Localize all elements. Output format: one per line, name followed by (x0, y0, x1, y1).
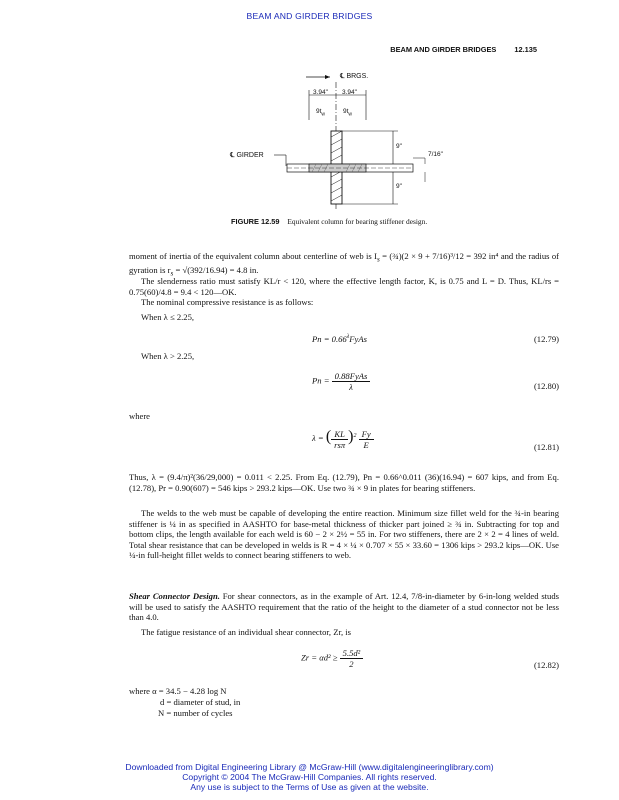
dim-vert-bot: 9" (396, 183, 402, 190)
where-alpha: where α = 34.5 − 4.28 log N (129, 686, 227, 696)
paragraph-welds: The welds to the web must be capable of developing the entire reaction. Minimum size fillet weld for the ¾-in bearing stiffener is ¼ in as specified in AASHTO for base-metal thickness of thicker part joined ≥ ¾ in. Subtracting for top and bottom clips, the length available for each weld is 60 − 2 × 2½ = 55 in. For two stiffeners, there are 2 × 2 = 4 lines of weld. Total shear resistance that can be developed in welds is R = 4 × ¼ × 0.707 × 55 × 33.60 = 1306 kips > 293.2 kips—OK. Use ¼-in full-height fillet welds to connect bearing stiffeners to web. (129, 508, 559, 561)
paragraph-shear-connector: Shear Connector Design. For shear connectors, as in the example of Art. 12.4, 7/8-in-diameter by 6-in-long welded studs will be used to satisfy the AASHTO requirement that the ratio of the height to the diameter of a stud connector not be less than 4.0. (129, 591, 559, 623)
eq-number-82: (12.82) (533, 660, 559, 670)
eq-number-81: (12.81) (533, 442, 559, 452)
when-lambda-le: When λ ≤ 2.25, (141, 312, 195, 322)
dim-left: 3.94" (313, 89, 328, 96)
download-footer (0, 762, 619, 792)
nine-tw-right: $9t_w$ (343, 108, 353, 118)
paragraph-moment-of-inertia: moment of inertia of the equivalent column about centerline of web is $I_s$ = (¾)(2 × 9 + 7/16)³/12 = 392 in⁴ and the radius of gyration is $r_s = √(392/16.94) = 4.8$ in. (129, 251, 559, 279)
arrow-icon (325, 75, 330, 79)
caption-text: Equivalent column for bearing stiffener design. (287, 217, 428, 226)
site-banner: BEAM AND GIRDER BRIDGES (246, 11, 373, 21)
where-d: d = diameter of stud, in (160, 697, 241, 707)
stiffener-diagram (0, 0, 619, 240)
figure-12-59 (0, 0, 619, 240)
where-label: where (129, 411, 150, 421)
when-lambda-gt: When λ > 2.25, (141, 351, 195, 361)
dim-right: 3.94" (342, 89, 357, 96)
paragraph-fatigue: The fatigue resistance of an individual shear connector, Zr, is (141, 627, 352, 637)
page-number: 12.135 (514, 45, 537, 54)
dim-vert-top: 9" (396, 143, 402, 150)
footer-line-2: Copyright © 2004 The McGraw-Hill Companies. All rights reserved. (182, 772, 437, 782)
plate-thickness: 7/16" (428, 151, 443, 158)
footer-line-3: Any use is subject to the Terms of Use as given at the website. (190, 782, 429, 792)
label-girder: ℄ GIRDER (230, 152, 264, 159)
footer-line-1[interactable]: Downloaded from Digital Engineering Library @ McGraw-Hill (www.digitalengineeringlibrary.com) (125, 762, 494, 772)
paragraph-lambda-result: Thus, λ = (9.4/π)²(36/29,000) = 0.011 < 2.25. From Eq. (12.79), Pn = 0.66^0.011 (36)(16.94) = 607 kips, and from Eq. (12.78), Pr = 0.90(607) = 546 kips > 293.2 kips—OK. Use two ¾ × 9 in plates for bearing stiffeners. (129, 472, 559, 493)
paragraph-compressive: The nominal compressive resistance is as follows: (141, 297, 314, 307)
eq-number-80: (12.80) (533, 381, 559, 391)
where-n: N = number of cycles (158, 708, 233, 718)
caption-number: FIGURE 12.59 (231, 217, 280, 226)
eq-number-79: (12.79) (533, 334, 559, 344)
nine-tw-left: $9t_w$ (316, 108, 326, 118)
running-head-title: BEAM AND GIRDER BRIDGES (390, 45, 497, 54)
figure-caption (231, 217, 427, 226)
label-brgs: ℄ BRGS. (340, 73, 369, 80)
paragraph-slenderness: The slenderness ratio must satisfy KL/r < 120, where the effective length factor, K, is 0.75 and L = D. Thus, KL/rs = 0.75(60)/4.8 = 9.4 < 120—OK. (129, 276, 559, 297)
section-heading: Shear Connector Design. (129, 591, 220, 601)
